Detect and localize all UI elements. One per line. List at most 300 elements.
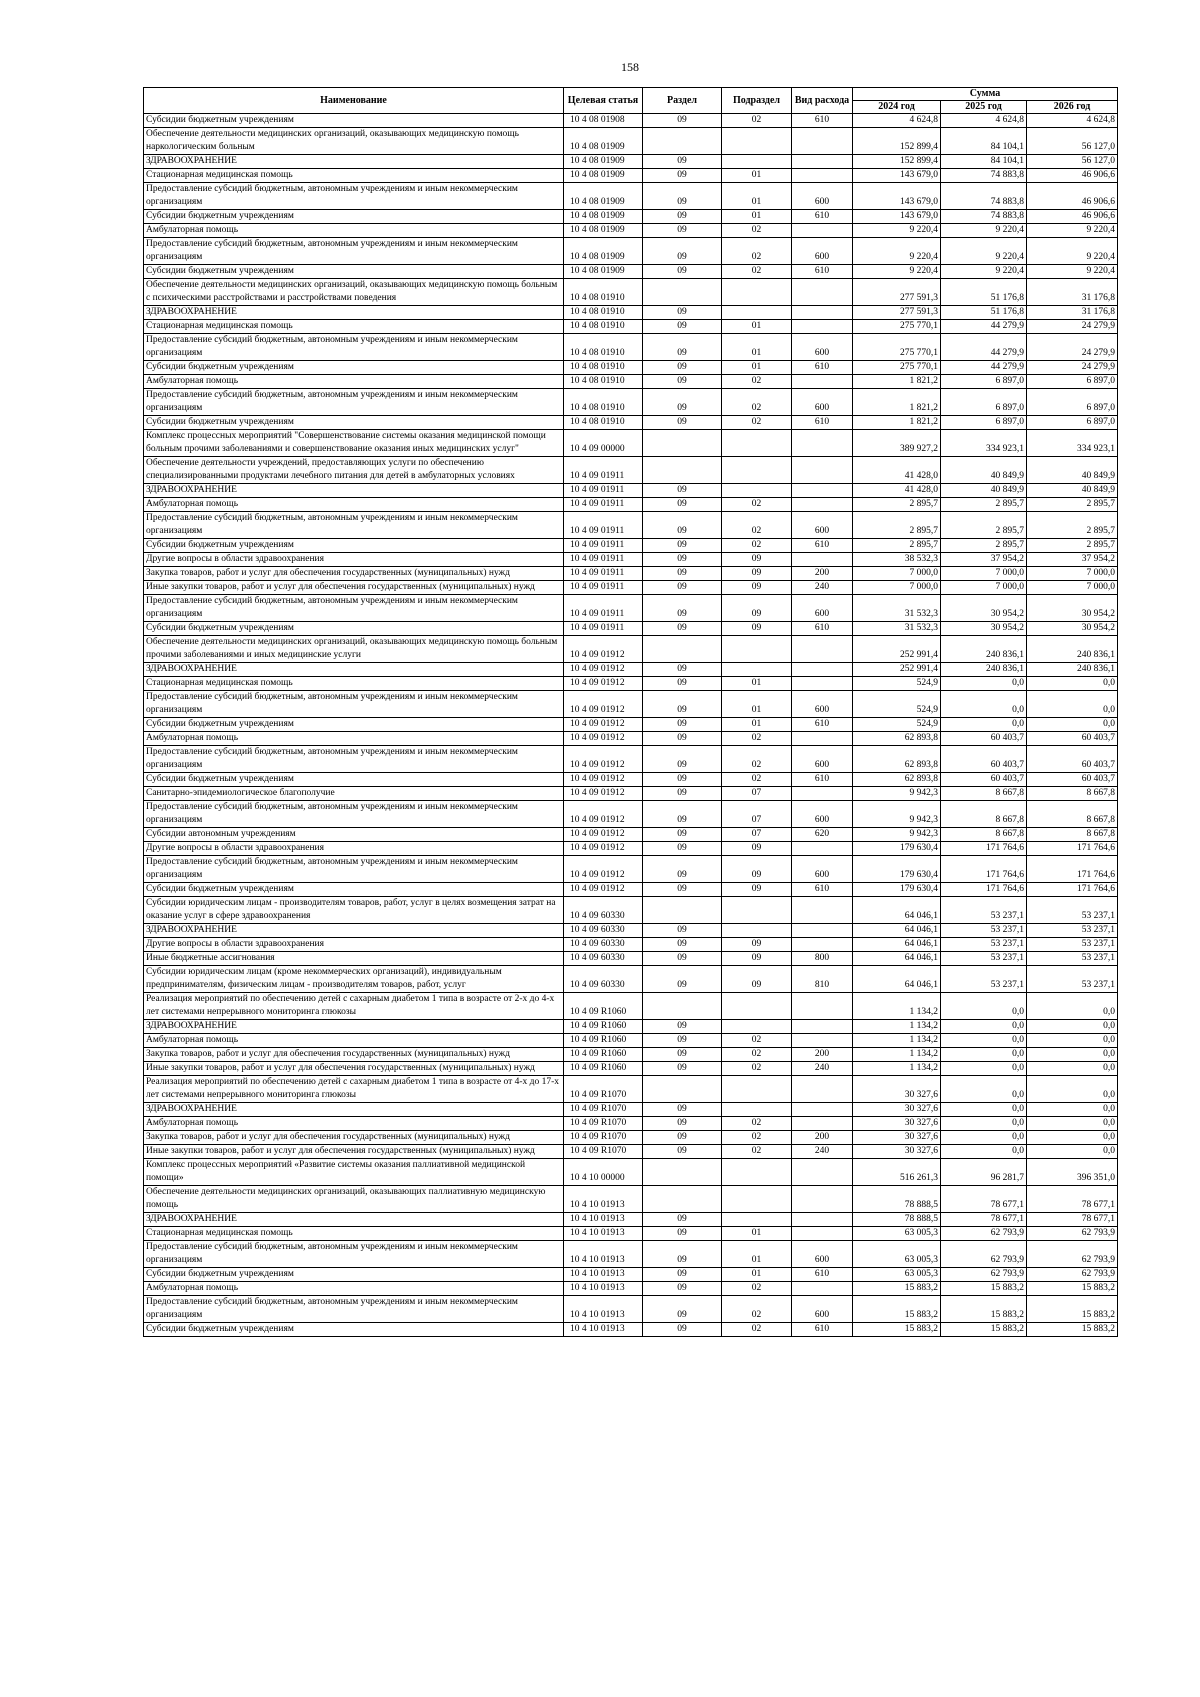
table-row — [144, 856, 1118, 883]
table-row — [144, 787, 1118, 801]
row-name: Обеспечение деятельности медицинских организаций, оказывающих медицинскую помощь больным с психическими расстройствами и расстройствами поведения — [144, 279, 564, 306]
row-sum-2026: 56 127,0 — [1027, 155, 1118, 169]
row-vid: 200 — [792, 1131, 853, 1145]
row-target-code: 10 4 10 01913 — [564, 1186, 643, 1213]
table-row — [144, 567, 1118, 581]
row-sum-2024: 152 899,4 — [853, 128, 941, 155]
row-name: Амбулаторная помощь — [144, 224, 564, 238]
row-target-code: 10 4 09 01912 — [564, 787, 643, 801]
row-sum-2026: 40 849,9 — [1027, 484, 1118, 498]
row-target-code: 10 4 08 01909 — [564, 155, 643, 169]
row-podrazdel: 02 — [722, 1282, 792, 1296]
row-podrazdel: 09 — [722, 938, 792, 952]
row-podrazdel: 02 — [722, 1145, 792, 1159]
row-sum-2026: 60 403,7 — [1027, 732, 1118, 746]
row-sum-2025: 62 793,9 — [941, 1268, 1027, 1282]
table-row — [144, 210, 1118, 224]
row-sum-2026: 0,0 — [1027, 1145, 1118, 1159]
row-podrazdel: 07 — [722, 828, 792, 842]
row-podrazdel — [722, 1213, 792, 1227]
row-target-code: 10 4 08 01910 — [564, 375, 643, 389]
row-razdel: 09 — [643, 691, 722, 718]
row-vid — [792, 1117, 853, 1131]
row-podrazdel: 07 — [722, 801, 792, 828]
row-razdel: 09 — [643, 1020, 722, 1034]
row-vid: 610 — [792, 718, 853, 732]
row-razdel: 09 — [643, 1241, 722, 1268]
row-name: Субсидии бюджетным учреждениям — [144, 718, 564, 732]
table-row — [144, 375, 1118, 389]
row-target-code: 10 4 10 01913 — [564, 1213, 643, 1227]
row-vid: 600 — [792, 389, 853, 416]
row-vid — [792, 279, 853, 306]
row-sum-2026: 37 954,2 — [1027, 553, 1118, 567]
row-podrazdel: 09 — [722, 581, 792, 595]
row-target-code: 10 4 09 60330 — [564, 938, 643, 952]
row-target-code: 10 4 09 R1070 — [564, 1103, 643, 1117]
row-name: Обеспечение деятельности медицинских организаций, оказывающих медицинскую помощь больным прочими заболеваниями и иных медицинские услуги — [144, 636, 564, 663]
table-row — [144, 581, 1118, 595]
row-razdel: 09 — [643, 595, 722, 622]
row-sum-2024: 30 327,6 — [853, 1117, 941, 1131]
row-sum-2025: 53 237,1 — [941, 897, 1027, 924]
row-sum-2024: 7 000,0 — [853, 567, 941, 581]
row-target-code: 10 4 09 R1060 — [564, 1062, 643, 1076]
row-sum-2024: 179 630,4 — [853, 883, 941, 897]
row-sum-2025: 0,0 — [941, 1103, 1027, 1117]
row-target-code: 10 4 09 01912 — [564, 691, 643, 718]
row-sum-2024: 1 134,2 — [853, 993, 941, 1020]
row-sum-2026: 31 176,8 — [1027, 306, 1118, 320]
row-target-code: 10 4 09 01911 — [564, 457, 643, 484]
row-sum-2026: 46 906,6 — [1027, 183, 1118, 210]
row-sum-2025: 334 923,1 — [941, 430, 1027, 457]
row-name: ЗДРАВООХРАНЕНИЕ — [144, 1213, 564, 1227]
row-vid — [792, 842, 853, 856]
row-sum-2026: 9 220,4 — [1027, 265, 1118, 279]
row-vid: 610 — [792, 773, 853, 787]
row-podrazdel: 02 — [722, 1117, 792, 1131]
row-podrazdel: 01 — [722, 320, 792, 334]
row-razdel: 09 — [643, 1323, 722, 1337]
row-target-code: 10 4 10 01913 — [564, 1241, 643, 1268]
row-razdel: 09 — [643, 210, 722, 224]
row-podrazdel — [722, 1020, 792, 1034]
row-podrazdel: 02 — [722, 498, 792, 512]
row-sum-2026: 6 897,0 — [1027, 389, 1118, 416]
table-row — [144, 416, 1118, 430]
row-sum-2025: 96 281,7 — [941, 1159, 1027, 1186]
row-vid: 600 — [792, 746, 853, 773]
header-2024: 2024 год — [853, 101, 941, 114]
row-sum-2024: 64 046,1 — [853, 952, 941, 966]
row-sum-2024: 252 991,4 — [853, 636, 941, 663]
row-sum-2026: 2 895,7 — [1027, 539, 1118, 553]
row-razdel: 09 — [643, 842, 722, 856]
row-razdel: 09 — [643, 801, 722, 828]
row-sum-2026: 53 237,1 — [1027, 952, 1118, 966]
table-row — [144, 691, 1118, 718]
row-podrazdel: 02 — [722, 773, 792, 787]
table-row — [144, 897, 1118, 924]
row-sum-2024: 64 046,1 — [853, 966, 941, 993]
row-razdel: 09 — [643, 265, 722, 279]
table-row — [144, 320, 1118, 334]
table-row — [144, 883, 1118, 897]
row-podrazdel: 02 — [722, 1296, 792, 1323]
row-target-code: 10 4 09 01911 — [564, 567, 643, 581]
row-vid: 600 — [792, 691, 853, 718]
row-vid: 610 — [792, 539, 853, 553]
row-vid — [792, 430, 853, 457]
table-row — [144, 1213, 1118, 1227]
row-razdel: 09 — [643, 484, 722, 498]
row-sum-2024: 30 327,6 — [853, 1131, 941, 1145]
row-target-code: 10 4 09 01912 — [564, 828, 643, 842]
row-podrazdel — [722, 457, 792, 484]
row-sum-2025: 8 667,8 — [941, 801, 1027, 828]
row-sum-2026: 7 000,0 — [1027, 581, 1118, 595]
row-target-code: 10 4 08 01910 — [564, 334, 643, 361]
row-sum-2024: 275 770,1 — [853, 320, 941, 334]
row-podrazdel: 02 — [722, 265, 792, 279]
row-vid — [792, 663, 853, 677]
row-vid: 620 — [792, 828, 853, 842]
row-sum-2024: 9 942,3 — [853, 828, 941, 842]
row-sum-2026: 62 793,9 — [1027, 1241, 1118, 1268]
row-podrazdel: 02 — [722, 539, 792, 553]
row-sum-2026: 31 176,8 — [1027, 279, 1118, 306]
row-sum-2026: 60 403,7 — [1027, 746, 1118, 773]
row-target-code: 10 4 09 01912 — [564, 746, 643, 773]
row-sum-2024: 30 327,6 — [853, 1145, 941, 1159]
header-sum: Сумма — [853, 88, 1118, 101]
row-podrazdel: 01 — [722, 334, 792, 361]
row-vid: 240 — [792, 581, 853, 595]
row-sum-2025: 53 237,1 — [941, 952, 1027, 966]
row-sum-2026: 0,0 — [1027, 1131, 1118, 1145]
row-name: ЗДРАВООХРАНЕНИЕ — [144, 1020, 564, 1034]
row-podrazdel: 01 — [722, 691, 792, 718]
row-name: Стационарная медицинская помощь — [144, 320, 564, 334]
table-row — [144, 1076, 1118, 1103]
header-vid: Вид расхода — [792, 88, 853, 114]
row-target-code: 10 4 09 R1060 — [564, 1034, 643, 1048]
row-target-code: 10 4 08 01909 — [564, 183, 643, 210]
row-sum-2025: 53 237,1 — [941, 966, 1027, 993]
row-razdel: 09 — [643, 238, 722, 265]
table-row — [144, 677, 1118, 691]
row-sum-2025: 0,0 — [941, 691, 1027, 718]
row-target-code: 10 4 09 R1070 — [564, 1076, 643, 1103]
row-vid — [792, 553, 853, 567]
row-target-code: 10 4 08 01910 — [564, 416, 643, 430]
row-vid — [792, 498, 853, 512]
row-razdel: 09 — [643, 1034, 722, 1048]
row-name: Закупка товаров, работ и услуг для обеспечения государственных (муниципальных) нужд — [144, 567, 564, 581]
row-sum-2026: 0,0 — [1027, 1117, 1118, 1131]
row-sum-2026: 24 279,9 — [1027, 361, 1118, 375]
row-name: Иные закупки товаров, работ и услуг для обеспечения государственных (муниципальных) нужд — [144, 1145, 564, 1159]
row-sum-2025: 44 279,9 — [941, 334, 1027, 361]
row-razdel — [643, 897, 722, 924]
row-razdel: 09 — [643, 375, 722, 389]
table-row — [144, 484, 1118, 498]
table-row — [144, 224, 1118, 238]
row-target-code: 10 4 08 01909 — [564, 238, 643, 265]
row-vid — [792, 224, 853, 238]
row-vid — [792, 924, 853, 938]
row-target-code: 10 4 08 01910 — [564, 389, 643, 416]
row-sum-2025: 0,0 — [941, 1048, 1027, 1062]
row-sum-2024: 1 821,2 — [853, 416, 941, 430]
row-sum-2026: 8 667,8 — [1027, 828, 1118, 842]
row-name: Реализация мероприятий по обеспечению детей с сахарным диабетом 1 типа в возрасте от 4-х до 17-х лет системами непрерывного мониторинга глюкозы — [144, 1076, 564, 1103]
row-sum-2025: 6 897,0 — [941, 389, 1027, 416]
row-sum-2025: 53 237,1 — [941, 938, 1027, 952]
row-sum-2024: 143 679,0 — [853, 169, 941, 183]
row-sum-2025: 6 897,0 — [941, 416, 1027, 430]
row-sum-2024: 9 942,3 — [853, 801, 941, 828]
table-row — [144, 1131, 1118, 1145]
row-vid — [792, 169, 853, 183]
row-vid: 600 — [792, 595, 853, 622]
row-target-code: 10 4 09 01911 — [564, 539, 643, 553]
row-target-code: 10 4 08 01909 — [564, 169, 643, 183]
row-target-code: 10 4 09 60330 — [564, 924, 643, 938]
row-podrazdel: 02 — [722, 1062, 792, 1076]
table-row — [144, 1117, 1118, 1131]
row-sum-2025: 7 000,0 — [941, 567, 1027, 581]
row-sum-2024: 62 893,8 — [853, 746, 941, 773]
row-name: Предоставление субсидий бюджетным, автономным учреждениям и иным некоммерческим организациям — [144, 389, 564, 416]
row-sum-2024: 1 134,2 — [853, 1034, 941, 1048]
row-vid — [792, 1282, 853, 1296]
row-target-code: 10 4 08 01909 — [564, 265, 643, 279]
row-name: ЗДРАВООХРАНЕНИЕ — [144, 1103, 564, 1117]
row-podrazdel: 09 — [722, 842, 792, 856]
row-vid — [792, 732, 853, 746]
table-row — [144, 1282, 1118, 1296]
row-sum-2025: 78 677,1 — [941, 1213, 1027, 1227]
row-razdel: 09 — [643, 498, 722, 512]
row-sum-2026: 0,0 — [1027, 993, 1118, 1020]
budget-table — [143, 87, 1118, 1337]
row-target-code: 10 4 10 01913 — [564, 1323, 643, 1337]
row-sum-2026: 8 667,8 — [1027, 787, 1118, 801]
row-sum-2024: 1 134,2 — [853, 1020, 941, 1034]
row-sum-2025: 40 849,9 — [941, 457, 1027, 484]
row-razdel: 09 — [643, 773, 722, 787]
row-sum-2024: 275 770,1 — [853, 334, 941, 361]
row-vid: 240 — [792, 1145, 853, 1159]
row-sum-2024: 1 821,2 — [853, 389, 941, 416]
page-number: 158 — [621, 60, 639, 74]
table-row — [144, 1323, 1118, 1337]
row-name: Амбулаторная помощь — [144, 498, 564, 512]
row-sum-2025: 51 176,8 — [941, 306, 1027, 320]
row-sum-2024: 15 883,2 — [853, 1323, 941, 1337]
row-razdel: 09 — [643, 1117, 722, 1131]
row-sum-2024: 143 679,0 — [853, 183, 941, 210]
table-row — [144, 1268, 1118, 1282]
row-sum-2026: 53 237,1 — [1027, 924, 1118, 938]
row-sum-2026: 6 897,0 — [1027, 416, 1118, 430]
row-razdel — [643, 279, 722, 306]
row-vid: 610 — [792, 361, 853, 375]
row-name: Комплекс процессных мероприятий «Развитие системы оказания паллиативной медицинской помощи» — [144, 1159, 564, 1186]
row-sum-2024: 9 220,4 — [853, 238, 941, 265]
table-row — [144, 773, 1118, 787]
row-sum-2026: 0,0 — [1027, 1076, 1118, 1103]
row-sum-2026: 56 127,0 — [1027, 128, 1118, 155]
row-sum-2024: 9 942,3 — [853, 787, 941, 801]
table-row — [144, 952, 1118, 966]
row-sum-2025: 240 836,1 — [941, 636, 1027, 663]
row-sum-2025: 62 793,9 — [941, 1241, 1027, 1268]
row-podrazdel: 02 — [722, 389, 792, 416]
row-vid: 610 — [792, 265, 853, 279]
row-razdel: 09 — [643, 334, 722, 361]
row-razdel: 09 — [643, 966, 722, 993]
row-sum-2026: 30 954,2 — [1027, 595, 1118, 622]
row-sum-2024: 275 770,1 — [853, 361, 941, 375]
row-sum-2024: 31 532,3 — [853, 622, 941, 636]
row-podrazdel — [722, 663, 792, 677]
row-sum-2026: 53 237,1 — [1027, 966, 1118, 993]
row-vid: 600 — [792, 238, 853, 265]
row-sum-2026: 53 237,1 — [1027, 938, 1118, 952]
table-row — [144, 966, 1118, 993]
row-razdel: 09 — [643, 169, 722, 183]
row-podrazdel: 02 — [722, 746, 792, 773]
row-name: Субсидии юридическим лицам (кроме некоммерческих организаций), индивидуальным предпринимателям, физическим лицам - производителям товаров, работ, услуг — [144, 966, 564, 993]
table-row — [144, 718, 1118, 732]
row-target-code: 10 4 09 01911 — [564, 581, 643, 595]
row-sum-2026: 171 764,6 — [1027, 883, 1118, 897]
row-podrazdel: 01 — [722, 1227, 792, 1241]
table-row — [144, 114, 1118, 128]
row-sum-2026: 4 624,8 — [1027, 114, 1118, 128]
row-sum-2026: 9 220,4 — [1027, 238, 1118, 265]
row-podrazdel: 02 — [722, 224, 792, 238]
row-podrazdel — [722, 1186, 792, 1213]
row-sum-2025: 84 104,1 — [941, 155, 1027, 169]
row-vid: 600 — [792, 1296, 853, 1323]
table-row — [144, 1227, 1118, 1241]
row-name: Предоставление субсидий бюджетным, автономным учреждениям и иным некоммерческим организациям — [144, 1241, 564, 1268]
row-sum-2024: 78 888,5 — [853, 1213, 941, 1227]
table-row — [144, 155, 1118, 169]
row-sum-2024: 4 624,8 — [853, 114, 941, 128]
row-podrazdel: 01 — [722, 210, 792, 224]
row-sum-2025: 15 883,2 — [941, 1296, 1027, 1323]
row-sum-2025: 74 883,8 — [941, 210, 1027, 224]
row-sum-2024: 524,9 — [853, 677, 941, 691]
row-podrazdel: 02 — [722, 238, 792, 265]
row-target-code: 10 4 09 01911 — [564, 595, 643, 622]
row-target-code: 10 4 09 01912 — [564, 883, 643, 897]
row-sum-2025: 0,0 — [941, 1034, 1027, 1048]
row-sum-2025: 40 849,9 — [941, 484, 1027, 498]
row-podrazdel: 01 — [722, 1268, 792, 1282]
row-target-code: 10 4 09 01912 — [564, 842, 643, 856]
row-name: Иные бюджетные ассигнования — [144, 952, 564, 966]
row-podrazdel: 02 — [722, 1131, 792, 1145]
row-sum-2024: 15 883,2 — [853, 1282, 941, 1296]
row-sum-2025: 9 220,4 — [941, 265, 1027, 279]
row-vid — [792, 1159, 853, 1186]
row-vid — [792, 1186, 853, 1213]
row-razdel: 09 — [643, 732, 722, 746]
row-sum-2024: 524,9 — [853, 691, 941, 718]
row-target-code: 10 4 09 00000 — [564, 430, 643, 457]
row-razdel — [643, 1159, 722, 1186]
row-target-code: 10 4 09 01912 — [564, 773, 643, 787]
row-sum-2025: 60 403,7 — [941, 746, 1027, 773]
row-vid: 600 — [792, 1241, 853, 1268]
row-sum-2025: 171 764,6 — [941, 842, 1027, 856]
row-razdel — [643, 636, 722, 663]
row-vid: 610 — [792, 622, 853, 636]
row-razdel: 09 — [643, 1131, 722, 1145]
row-name: Субсидии бюджетным учреждениям — [144, 1323, 564, 1337]
header-2026: 2026 год — [1027, 101, 1118, 114]
row-name: Стационарная медицинская помощь — [144, 1227, 564, 1241]
row-sum-2025: 0,0 — [941, 993, 1027, 1020]
row-sum-2026: 78 677,1 — [1027, 1186, 1118, 1213]
row-sum-2024: 62 893,8 — [853, 732, 941, 746]
row-sum-2024: 9 220,4 — [853, 265, 941, 279]
row-sum-2024: 63 005,3 — [853, 1227, 941, 1241]
row-vid: 600 — [792, 334, 853, 361]
row-sum-2026: 240 836,1 — [1027, 663, 1118, 677]
row-podrazdel — [722, 1076, 792, 1103]
row-target-code: 10 4 09 R1060 — [564, 1020, 643, 1034]
row-name: ЗДРАВООХРАНЕНИЕ — [144, 306, 564, 320]
row-target-code: 10 4 09 01912 — [564, 732, 643, 746]
row-name: Предоставление субсидий бюджетным, автономным учреждениям и иным некоммерческим организациям — [144, 746, 564, 773]
row-vid — [792, 897, 853, 924]
row-name: Стационарная медицинская помощь — [144, 169, 564, 183]
row-razdel: 09 — [643, 512, 722, 539]
row-sum-2024: 15 883,2 — [853, 1296, 941, 1323]
table-row — [144, 1062, 1118, 1076]
table-row — [144, 1034, 1118, 1048]
table-row — [144, 1020, 1118, 1034]
row-vid — [792, 457, 853, 484]
row-target-code: 10 4 09 01912 — [564, 801, 643, 828]
row-podrazdel: 02 — [722, 1034, 792, 1048]
row-sum-2024: 63 005,3 — [853, 1268, 941, 1282]
row-podrazdel: 02 — [722, 732, 792, 746]
row-sum-2025: 30 954,2 — [941, 595, 1027, 622]
row-target-code: 10 4 08 01910 — [564, 361, 643, 375]
row-podrazdel: 09 — [722, 966, 792, 993]
row-podrazdel: 01 — [722, 718, 792, 732]
row-sum-2024: 2 895,7 — [853, 498, 941, 512]
row-sum-2026: 2 895,7 — [1027, 512, 1118, 539]
row-sum-2024: 30 327,6 — [853, 1103, 941, 1117]
table-row — [144, 183, 1118, 210]
row-sum-2026: 2 895,7 — [1027, 498, 1118, 512]
row-sum-2025: 2 895,7 — [941, 498, 1027, 512]
row-sum-2024: 7 000,0 — [853, 581, 941, 595]
row-sum-2024: 63 005,3 — [853, 1241, 941, 1268]
row-target-code: 10 4 10 01913 — [564, 1227, 643, 1241]
row-vid — [792, 1103, 853, 1117]
header-razdel: Раздел — [643, 88, 722, 114]
